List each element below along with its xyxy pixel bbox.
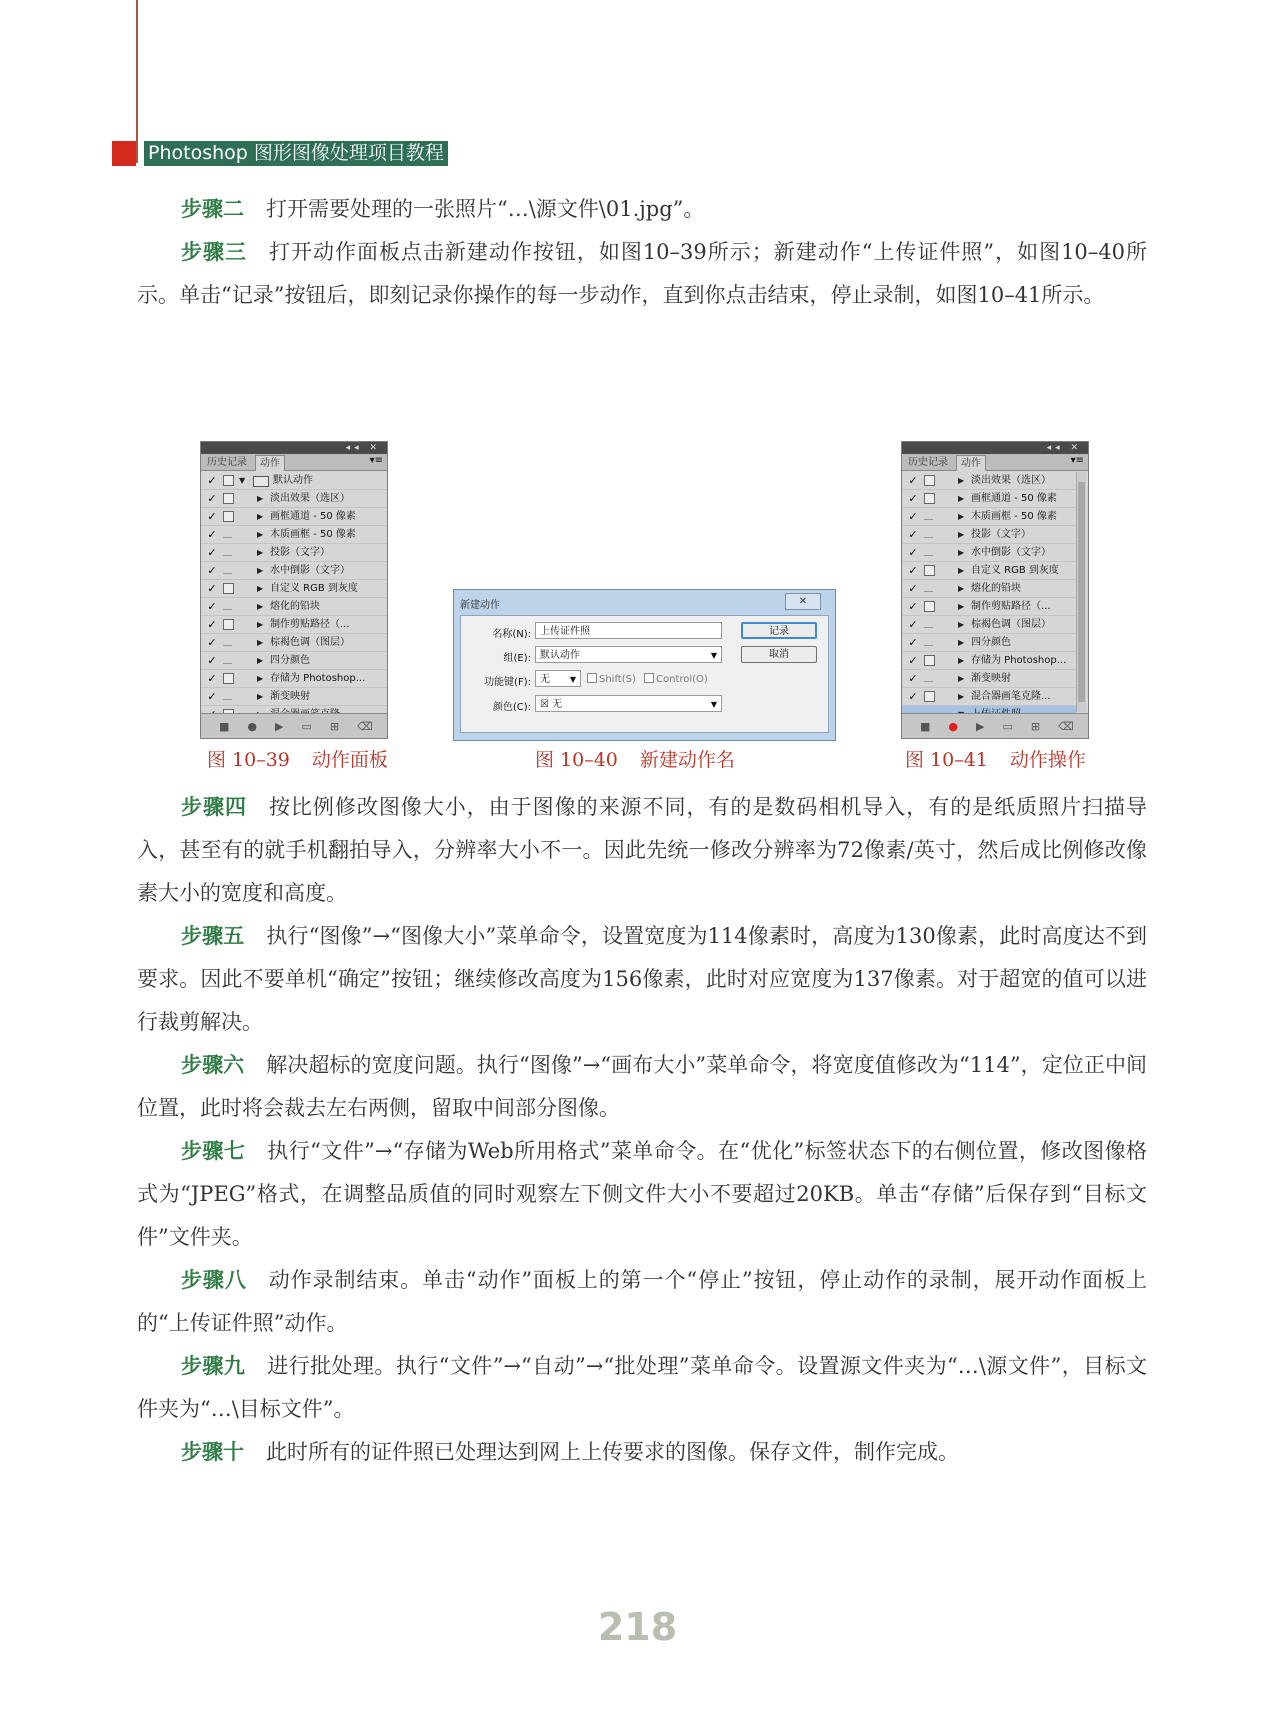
step-label: 步骤五	[181, 924, 245, 948]
new-set-icon[interactable]: ▭	[301, 719, 312, 733]
action-row[interactable]	[902, 688, 1076, 706]
panel-tabs	[902, 454, 1088, 471]
action-row[interactable]	[902, 562, 1076, 580]
action-label: 四分颜色	[971, 637, 1011, 648]
dialog-toggle-box[interactable]	[924, 619, 933, 628]
dialog-toggle-box[interactable]	[223, 583, 234, 594]
record-icon[interactable]: ●	[948, 719, 959, 733]
step-label: 步骤八	[181, 1268, 247, 1292]
check-icon[interactable]: ✓	[908, 510, 918, 523]
action-row[interactable]	[201, 526, 387, 544]
expand-triangle-icon[interactable]: ▶	[958, 656, 965, 665]
actions-panel-fig41	[901, 441, 1089, 739]
running-header: Photoshop 图形图像处理项目教程	[144, 141, 448, 166]
actions-list	[201, 472, 387, 724]
dialog-toggle-box[interactable]	[924, 475, 935, 486]
check-icon[interactable]: ✓	[908, 618, 918, 631]
action-label: 存储为 Photoshop...	[270, 673, 366, 684]
action-label: 制作剪贴路径（...	[270, 619, 350, 630]
check-icon[interactable]: ✓	[908, 582, 918, 595]
dialog-title: 新建动作	[460, 600, 500, 611]
check-icon[interactable]: ✓	[207, 582, 217, 595]
action-row[interactable]	[902, 652, 1076, 670]
action-label: 混合器画笔克隆...	[971, 691, 1051, 702]
paragraph-step-10	[137, 1431, 1147, 1474]
action-row[interactable]	[201, 670, 387, 688]
action-row[interactable]	[902, 472, 1076, 490]
new-set-icon[interactable]: ▭	[1002, 719, 1013, 733]
record-icon[interactable]: ●	[247, 719, 258, 733]
function-key-label: 功能键(F):	[484, 677, 531, 688]
name-value: 上传证件照	[540, 626, 590, 637]
action-label: 存储为 Photoshop...	[971, 655, 1067, 666]
step-text: 执行“文件”→“存储为Web所用格式”菜单命令。在“优化”标签状态下的右侧位置，修改图像格式为“JPEG”格式，在调整品质值的同时观察左下侧文件大小不要超过20KB。单击“存储”后保存到“目标文件”文件夹。	[137, 1139, 1147, 1249]
figure-title: 动作操作	[1009, 749, 1086, 771]
check-icon[interactable]: ✓	[207, 672, 217, 685]
name-input[interactable]	[535, 622, 722, 639]
action-row[interactable]	[902, 526, 1076, 544]
expand-triangle-icon[interactable]: ▶	[257, 584, 264, 593]
check-icon[interactable]: ✓	[908, 654, 918, 667]
check-icon[interactable]: ✓	[207, 600, 217, 613]
action-label: 淡出效果（选区）	[971, 475, 1051, 486]
paragraph-step-5	[137, 915, 1147, 1044]
dialog-toggle-box[interactable]	[223, 529, 232, 538]
check-icon[interactable]: ✓	[908, 672, 918, 685]
action-label: 熔化的铅块	[270, 601, 320, 612]
action-row[interactable]	[902, 670, 1076, 688]
expand-triangle-icon[interactable]: ▶	[958, 638, 965, 647]
action-row[interactable]	[902, 616, 1076, 634]
tab-history[interactable]: 历史记录	[908, 457, 948, 468]
chevron-down-icon: ▼	[710, 651, 717, 660]
action-row[interactable]	[902, 634, 1076, 652]
action-label: 四分颜色	[270, 655, 310, 666]
shift-checkbox[interactable]	[587, 673, 636, 685]
new-action-icon[interactable]: ⊞	[1030, 719, 1041, 733]
action-label: 熔化的铅块	[971, 583, 1021, 594]
check-icon[interactable]: ✓	[908, 564, 918, 577]
color-select[interactable]	[535, 695, 722, 712]
step-label: 步骤七	[181, 1139, 246, 1163]
figure-number: 图 10–40	[535, 749, 618, 771]
action-row[interactable]	[201, 688, 387, 706]
dialog-toggle-box[interactable]	[223, 655, 232, 664]
expand-triangle-icon[interactable]: ▶	[257, 638, 264, 647]
expand-triangle-icon[interactable]: ▶	[958, 674, 965, 683]
check-icon[interactable]: ✓	[207, 510, 217, 523]
step-label: 步骤九	[181, 1354, 246, 1378]
new-action-icon[interactable]: ⊞	[329, 719, 340, 733]
step-text: 进行批处理。执行“文件”→“自动”→“批处理”菜单命令。设置源文件夹为“…\源文件”，目标文件夹为“…\目标文件”。	[137, 1354, 1148, 1421]
action-row[interactable]	[201, 580, 387, 598]
check-icon[interactable]: ✓	[207, 690, 217, 703]
action-row[interactable]	[902, 544, 1076, 562]
action-label: 棕褐色调（图层）	[971, 619, 1051, 630]
dialog-toggle-box[interactable]	[924, 529, 933, 538]
dialog-toggle-box[interactable]	[223, 673, 234, 684]
paragraph-step-4	[137, 786, 1147, 915]
dialog-toggle-box[interactable]	[924, 565, 935, 576]
step-label: 步骤三	[181, 240, 247, 264]
new-action-dialog	[453, 589, 836, 741]
play-icon[interactable]: ▶	[275, 719, 284, 733]
action-row[interactable]	[902, 580, 1076, 598]
action-row[interactable]	[902, 508, 1076, 526]
action-row[interactable]	[201, 598, 387, 616]
dialog-toggle-box[interactable]	[924, 691, 935, 702]
expand-triangle-icon[interactable]: ▶	[257, 602, 264, 611]
action-label: 淡出效果（选区）	[270, 493, 350, 504]
action-row[interactable]	[201, 562, 387, 580]
check-icon[interactable]: ✓	[908, 690, 918, 703]
dialog-toggle-box[interactable]	[223, 547, 232, 556]
figure-title: 动作面板	[311, 749, 388, 771]
dialog-toggle-box[interactable]	[223, 511, 234, 522]
color-label: 颜色(C):	[492, 702, 531, 713]
expand-triangle-icon[interactable]: ▶	[257, 548, 264, 557]
collapse-close-icons[interactable]: ◂◂ ✕	[345, 443, 381, 453]
action-row[interactable]	[201, 616, 387, 634]
step-text: 执行“图像”→“图像大小”菜单命令，设置宽度为114像素时，高度为130像素，此时高度达不到要求。因此不要单机“确定”按钮；继续修改高度为156像素，此时对应宽度为137像素。对于超宽的值可以进行裁剪解决。	[137, 924, 1148, 1034]
stop-icon[interactable]: ■	[920, 719, 931, 733]
set-value: 默认动作	[540, 650, 580, 661]
check-icon[interactable]: ✓	[908, 546, 918, 559]
action-label: 渐变映射	[270, 691, 310, 702]
panel-menu-icon[interactable]: ▾≡	[1070, 455, 1084, 466]
figure-number: 图 10–41	[905, 749, 988, 771]
action-row[interactable]	[902, 490, 1076, 508]
action-row[interactable]	[201, 508, 387, 526]
dialog-toggle-box[interactable]	[223, 601, 232, 610]
paragraph-step-3	[137, 231, 1147, 317]
paragraph-step-2	[137, 188, 1147, 231]
action-row[interactable]	[902, 598, 1076, 616]
function-key-select[interactable]	[535, 670, 581, 687]
color-value: 无	[552, 699, 563, 710]
chevron-down-icon: ▼	[569, 675, 576, 684]
dialog-toggle-box[interactable]	[924, 511, 933, 520]
name-label: 名称(N):	[492, 629, 531, 640]
panel-bottom-toolbar	[201, 713, 387, 738]
collapse-close-icons[interactable]: ◂◂ ✕	[1046, 443, 1082, 453]
play-icon[interactable]: ▶	[976, 719, 985, 733]
dialog-toggle-box[interactable]	[924, 583, 933, 592]
dialog-toggle-box[interactable]	[924, 601, 935, 612]
step-text: 打开需要处理的一张照片“…\源文件\01.jpg”。	[266, 197, 705, 221]
dialog-toggle-box[interactable]	[223, 637, 232, 646]
action-label: 渐变映射	[971, 673, 1011, 684]
action-label: 画框通道 - 50 像素	[971, 493, 1057, 504]
expand-triangle-icon[interactable]: ▶	[257, 566, 264, 575]
expand-triangle-icon[interactable]: ▶	[958, 476, 965, 485]
expand-triangle-icon[interactable]: ▶	[958, 566, 965, 575]
action-label: 水中倒影（文字）	[971, 547, 1051, 558]
checkbox-square[interactable]	[587, 673, 597, 683]
trash-icon[interactable]: ⌫	[357, 719, 373, 733]
paragraph-step-7	[137, 1130, 1147, 1259]
expand-triangle-icon[interactable]: ▶	[257, 620, 264, 629]
expand-triangle-icon[interactable]: ▶	[958, 692, 965, 701]
action-label: 画框通道 - 50 像素	[270, 511, 356, 522]
step-label: 步骤六	[181, 1053, 245, 1077]
paragraph-step-6	[137, 1044, 1147, 1130]
dialog-toggle-box[interactable]	[924, 673, 933, 682]
expand-triangle-icon[interactable]: ▶	[958, 494, 965, 503]
scrollbar-thumb[interactable]	[1078, 482, 1085, 702]
dialog-toggle-box[interactable]	[924, 493, 935, 504]
dialog-toggle-box[interactable]	[924, 655, 935, 666]
expand-triangle-icon[interactable]: ▶	[958, 584, 965, 593]
action-row[interactable]	[201, 652, 387, 670]
set-select[interactable]	[535, 646, 722, 663]
actions-panel-fig39	[200, 441, 388, 739]
dialog-body	[460, 615, 829, 733]
action-label: 棕褐色调（图层）	[270, 637, 350, 648]
action-label: 默认动作	[273, 475, 313, 486]
dialog-toggle-box[interactable]	[223, 493, 234, 504]
check-icon[interactable]: ✓	[908, 636, 918, 649]
chevron-down-icon: ▼	[710, 700, 717, 709]
control-checkbox[interactable]	[644, 673, 708, 685]
page-number: 218	[597, 1605, 678, 1649]
folder-icon	[253, 476, 269, 487]
action-row[interactable]	[201, 490, 387, 508]
expand-triangle-icon[interactable]: ▶	[257, 692, 264, 701]
expand-triangle-icon[interactable]: ▶	[958, 620, 965, 629]
step-text: 按比例修改图像大小，由于图像的来源不同，有的是数码相机导入，有的是纸质照片扫描导入，甚至有的就手机翻拍导入，分辨率大小不一。因此先统一修改分辨率为72像素/英寸，然后成比例修改像素大小的宽度和高度。	[137, 795, 1148, 905]
check-icon[interactable]: ✓	[207, 564, 217, 577]
margin-rule	[136, 0, 138, 163]
dialog-toggle-box[interactable]	[223, 475, 234, 486]
expand-triangle-icon[interactable]: ▶	[958, 602, 965, 611]
action-label: 制作剪贴路径（...	[971, 601, 1051, 612]
expand-triangle-icon[interactable]: ▶	[257, 494, 264, 503]
step-text: 打开动作面板点击新建动作按钮，如图10–39所示；新建动作“上传证件照”，如图10–40所示。单击“记录”按钮后，即刻记录你操作的每一步动作，直到你点击结束，停止录制，如图10–41所示。	[137, 240, 1148, 307]
check-icon[interactable]: ✓	[908, 600, 918, 613]
control-label: Control(O)	[656, 674, 708, 685]
dialog-toggle-box[interactable]	[223, 619, 234, 630]
set-label: 组(E):	[503, 653, 531, 664]
panel-menu-icon[interactable]: ▾≡	[369, 455, 383, 466]
expand-triangle-icon[interactable]: ▶	[958, 548, 965, 557]
figure-title: 新建动作名	[639, 749, 735, 771]
figure-caption-40	[535, 745, 735, 772]
check-icon[interactable]: ✓	[908, 474, 918, 487]
tab-actions[interactable]: 动作	[255, 455, 285, 471]
check-icon[interactable]: ✓	[207, 654, 217, 667]
paragraph-step-9	[137, 1345, 1147, 1431]
action-row[interactable]	[201, 544, 387, 562]
check-icon[interactable]: ✓	[207, 528, 217, 541]
trash-icon[interactable]: ⌫	[1058, 719, 1074, 733]
action-label: 木质画框 - 50 像素	[270, 529, 356, 540]
action-label: 自定义 RGB 到灰度	[270, 583, 358, 594]
expand-triangle-icon[interactable]: ▶	[257, 674, 264, 683]
no-color-icon: ☒	[540, 699, 553, 710]
expand-triangle-icon[interactable]: ▶	[257, 656, 264, 665]
action-label: 水中倒影（文字）	[270, 565, 350, 576]
tab-history[interactable]: 历史记录	[207, 457, 247, 468]
panel-bottom-toolbar	[902, 713, 1088, 738]
cancel-button[interactable]: 取消	[741, 646, 817, 663]
shift-label: Shift(S)	[599, 674, 636, 685]
step-label: 步骤十	[181, 1440, 244, 1464]
function-key-value: 无	[540, 674, 550, 685]
dialog-toggle-box[interactable]	[223, 691, 232, 700]
record-button[interactable]: 记录	[741, 622, 817, 639]
tab-actions[interactable]: 动作	[956, 455, 986, 471]
action-label: 自定义 RGB 到灰度	[971, 565, 1059, 576]
expand-triangle-icon[interactable]: ▶	[958, 512, 965, 521]
figure-caption-41	[905, 745, 1086, 772]
action-row-default-set[interactable]	[201, 472, 387, 490]
dialog-toggle-box[interactable]	[223, 565, 232, 574]
panel-tabs	[201, 454, 387, 471]
step-label: 步骤二	[181, 197, 244, 221]
check-icon[interactable]: ✓	[908, 528, 918, 541]
expand-triangle-icon[interactable]: ▶	[958, 530, 965, 539]
action-row[interactable]	[201, 634, 387, 652]
panel-scrollbar[interactable]	[1076, 472, 1086, 712]
check-icon[interactable]: ✓	[207, 474, 217, 487]
stop-icon[interactable]: ■	[219, 719, 230, 733]
check-icon[interactable]: ✓	[207, 636, 217, 649]
action-label: 投影（文字）	[971, 529, 1031, 540]
check-icon[interactable]: ✓	[207, 492, 217, 505]
header-red-mark	[112, 141, 136, 166]
action-label: 投影（文字）	[270, 547, 330, 558]
expand-triangle-icon[interactable]: ▶	[257, 530, 264, 539]
paragraph-step-8	[137, 1259, 1147, 1345]
figure-caption-39	[207, 745, 388, 772]
check-icon[interactable]: ✓	[207, 546, 217, 559]
step-text: 此时所有的证件照已处理达到网上上传要求的图像。保存文件，制作完成。	[266, 1440, 959, 1464]
actions-list	[902, 472, 1076, 724]
check-icon[interactable]: ✓	[908, 492, 918, 505]
close-icon[interactable]: ✕	[785, 593, 821, 610]
step-text: 动作录制结束。单击“动作”面板上的第一个“停止”按钮，停止动作的录制，展开动作面板上的“上传证件照”动作。	[137, 1268, 1147, 1335]
action-label: 木质画框 - 50 像素	[971, 511, 1057, 522]
step-text: 解决超标的宽度问题。执行“图像”→“画布大小”菜单命令，将宽度值修改为“114”，定位正中间位置，此时将会裁去左右两侧，留取中间部分图像。	[137, 1053, 1148, 1120]
step-label: 步骤四	[181, 795, 247, 819]
figure-number: 图 10–39	[207, 749, 290, 771]
expand-triangle-icon[interactable]: ▶	[257, 512, 264, 521]
expand-triangle-icon[interactable]: ▼	[239, 476, 246, 485]
dialog-toggle-box[interactable]	[924, 547, 933, 556]
dialog-toggle-box[interactable]	[924, 637, 933, 646]
checkbox-square[interactable]	[644, 673, 654, 683]
check-icon[interactable]: ✓	[207, 618, 217, 631]
panel-titlebar	[201, 442, 387, 454]
panel-titlebar	[902, 442, 1088, 454]
